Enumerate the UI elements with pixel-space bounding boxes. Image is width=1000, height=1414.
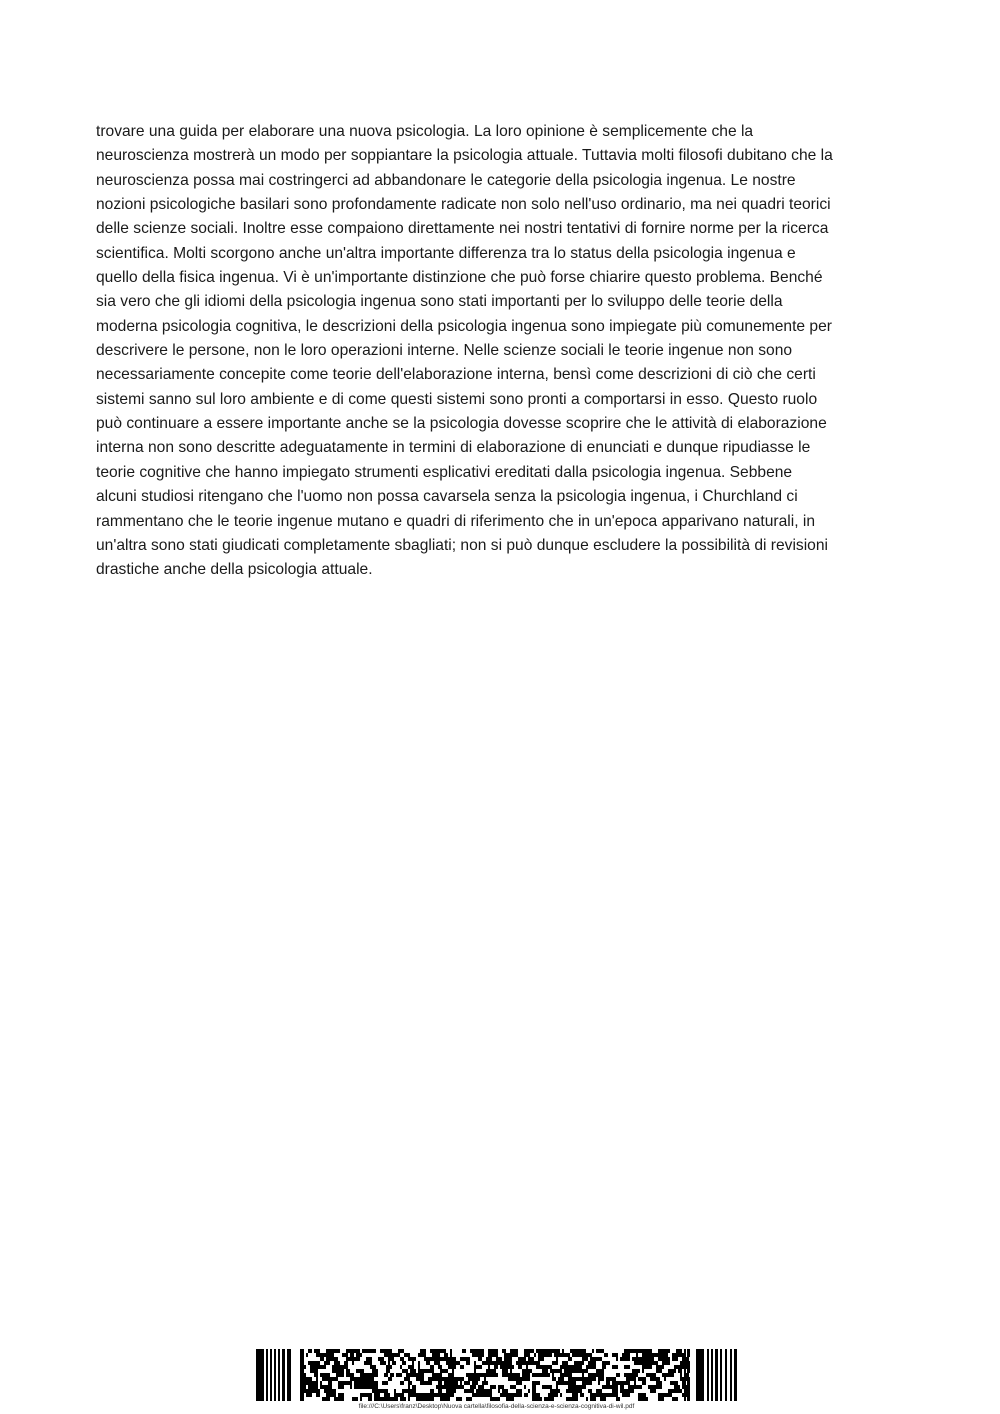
text-line: quello della fisica ingenua. Vi è un'importante distinzione che può forse chiarire questo problema. Benché (96, 269, 823, 287)
text-line: necessariamente concepite come teorie dell'elaborazione interna, bensì come descrizioni di ciò che certi (96, 366, 816, 384)
text-line: nozioni psicologiche basilari sono profondamente radicate non solo nell'uso ordinario, ma nei quadri teorici (96, 196, 831, 214)
text-line: interna non sono descritte adeguatamente in termini di elaborazione di enunciati e dunque ripudiasse le (96, 439, 811, 457)
text-line: delle scienze sociali. Inoltre esse compaiono direttamente nei nostri tentativi di fornire norme per la ricerca (96, 220, 829, 238)
text-line: descrivere le persone, non le loro operazioni interne. Nelle scienze sociali le teorie ingenue non sono (96, 342, 793, 360)
text-line: teorie cognitive che hanno impiegato strumenti esplicativi ereditati dalla psicologia ingenua. Sebbene (96, 463, 793, 481)
text-line: neuroscienza possa mai costringerci ad abbandonare le categorie della psicologia ingenua. Le nostre (96, 171, 796, 189)
text-line: scientifica. Molti scorgono anche un'altra importante differenza tra lo status della psicologia ingenua e (96, 244, 796, 262)
text-line: un'altra sono stati giudicati completamente sbagliati; non si può dunque escludere la possibilità di revisioni (96, 536, 828, 554)
text-line: rammentano che le teorie ingenue mutano e quadri di riferimento che in un'epoca apparivano naturali, in (96, 512, 816, 530)
text-line: moderna psicologia cognitiva, le descrizioni della psicologia ingenua sono impiegate più comunemente per (96, 317, 832, 335)
text-line: neuroscienza mostrerà un modo per soppiantare la psicologia attuale. Tuttavia molti filosofi dubitano che la (96, 147, 833, 165)
text-line: sia vero che gli idiomi della psicologia ingenua sono stati importanti per lo sviluppo delle teorie della (96, 293, 783, 311)
text-line: alcuni studiosi ritengano che l'uomo non possa cavarsela senza la psicologia ingenua, i Churchland ci (96, 488, 798, 506)
pdf417-barcode-icon (256, 1349, 737, 1401)
text-line: sistemi sanno sul loro ambiente e di come questi sistemi sono pronti a comportarsi in esso. Questo ruolo (96, 390, 818, 408)
text-line: può continuare a essere importante anche se la psicologia dovesse scoprire che le attività di elaborazione (96, 415, 827, 433)
text-line: trovare una guida per elaborare una nuova psicologia. La loro opinione è semplicemente che la (96, 123, 754, 140)
text-line: drastiche anche della psicologia attuale. (96, 561, 373, 579)
footer-file-path: file:///C:\Users\franz\Desktop\Nuova cartella\filosofia-della-scienza-e-scienza-cognitiva-di-wil.pdf (358, 1403, 635, 1410)
body-paragraph (96, 120, 906, 583)
